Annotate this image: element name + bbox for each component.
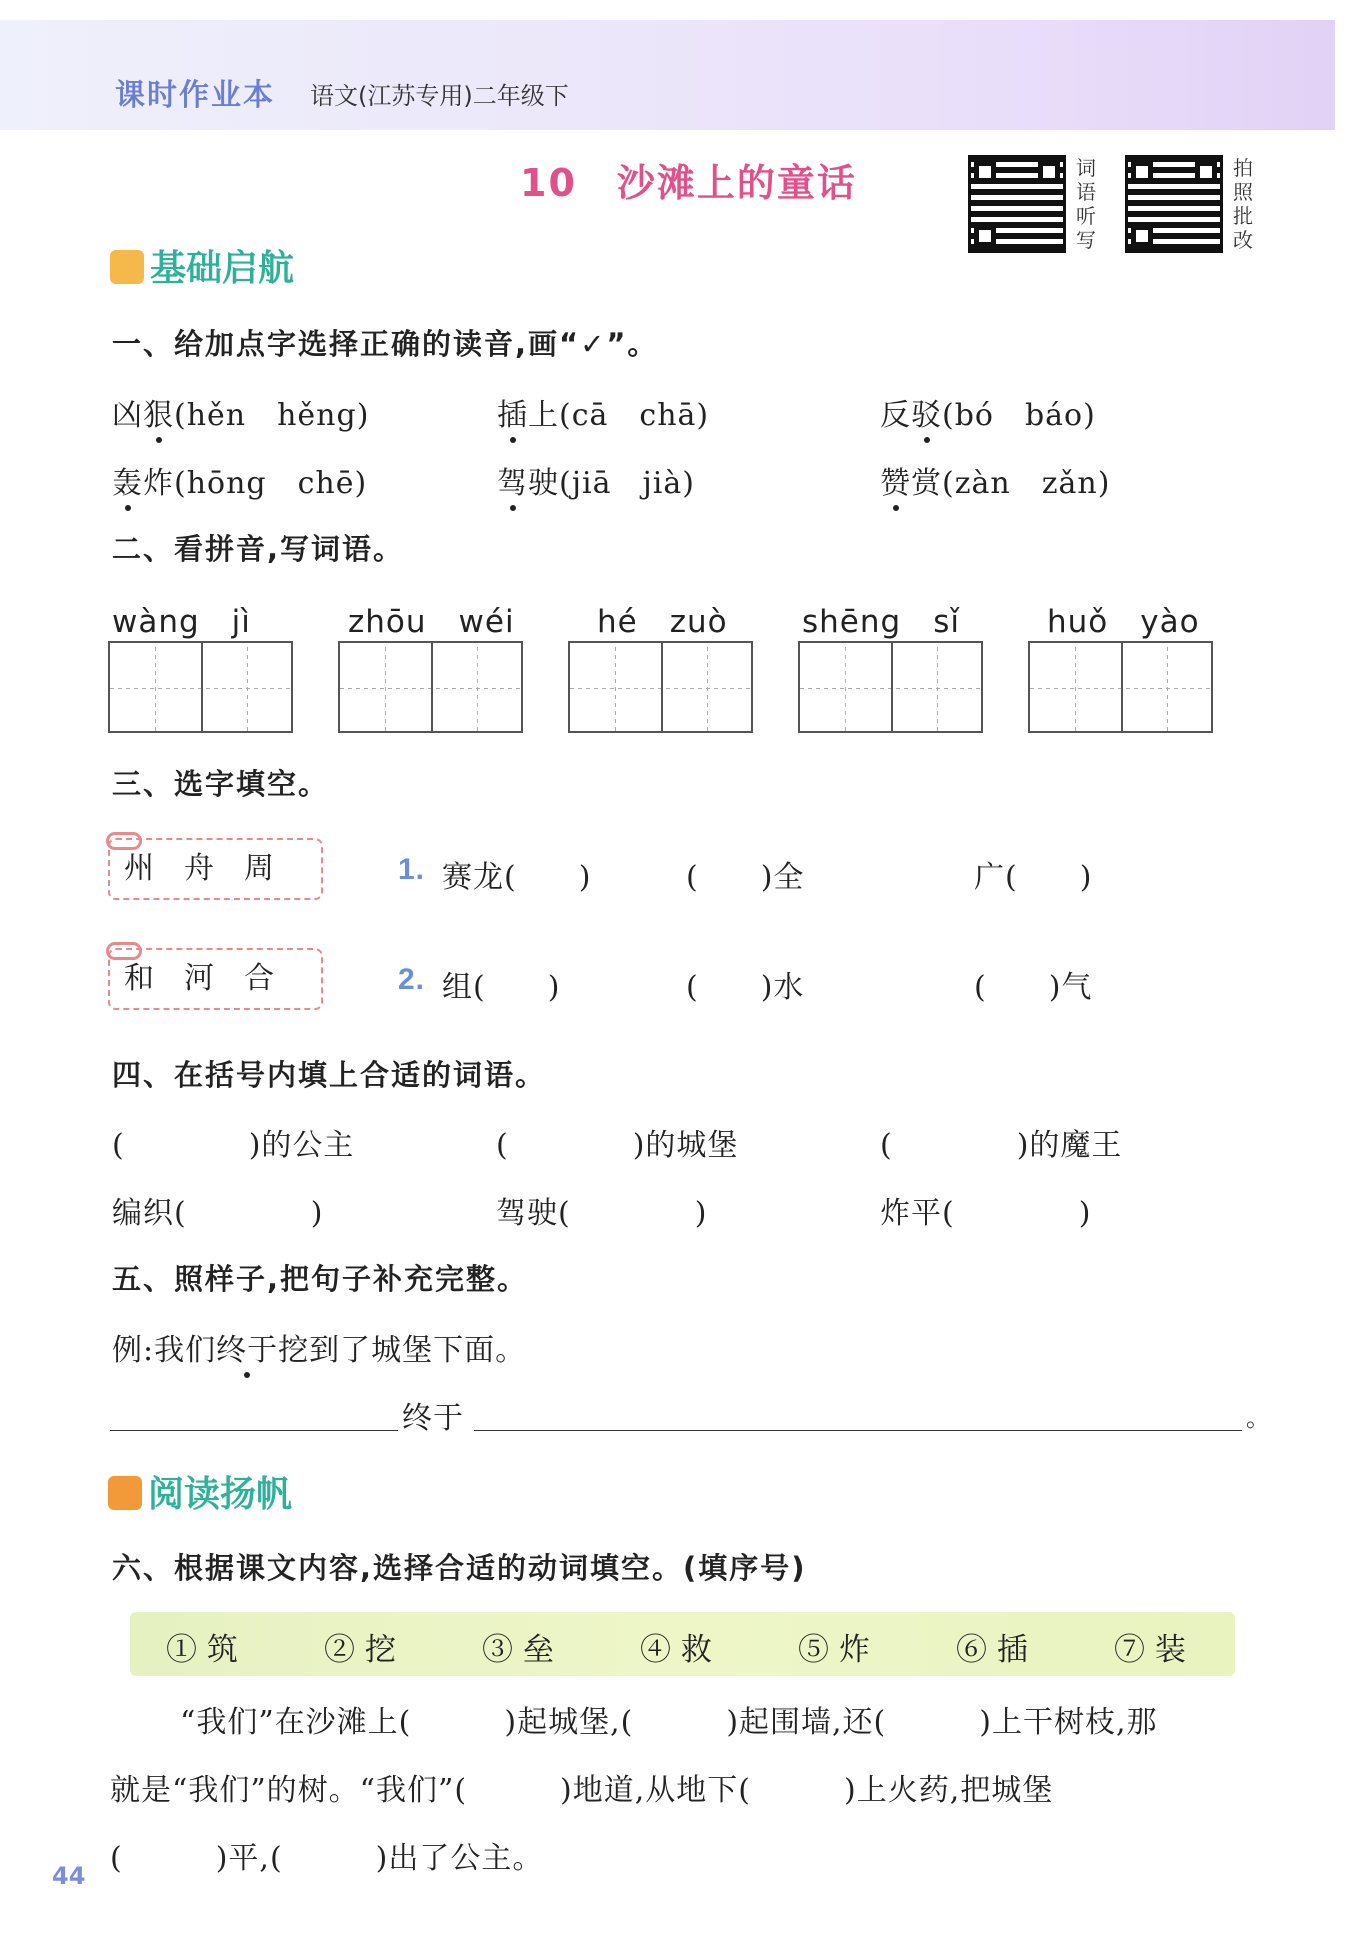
q2-pinyin: shēng sǐ [802,604,960,640]
q5-example: 例:我们终于挖到了城堡下面。 [112,1333,527,1368]
q2-pinyin: huǒ yào [1047,604,1200,640]
verb-option: ① 筑 [166,1632,238,1668]
q3-blank: 组( ) [442,970,561,1005]
section-reading: 阅读扬帆 [108,1466,292,1517]
q3-blank: 赛龙( ) [442,860,592,895]
verb-option: ④ 救 [640,1632,712,1668]
q6-paragraph-line: ( )平,( )出了公主。 [110,1841,544,1876]
lesson-title [520,152,857,207]
qr-code-dictation[interactable] [968,155,1066,253]
verb-option: ⑥ 插 [956,1632,1028,1668]
verb-options-banner [130,1612,1235,1676]
qr-label-dictation: 词 语 听 写 [1076,156,1096,252]
writing-grid[interactable] [108,641,293,733]
qr-code-photo-grading[interactable] [1125,155,1223,253]
q2-pinyin: zhōu wéi [348,604,515,640]
q4-blank: ( )的城堡 [496,1128,739,1163]
q3-blank: 广( ) [974,860,1093,895]
q5-connector: 终于 [402,1401,464,1436]
word-choice-box: 和河合 [108,948,323,1010]
lesson-name: 沙滩上的童话 [616,161,857,205]
writing-grid[interactable] [1028,641,1213,733]
verb-option: ② 挖 [324,1632,396,1668]
q2-pinyin: wàng jì [112,604,251,640]
q3-blank: ( )气 [974,970,1093,1005]
q3-blank: ( )全 [686,860,805,895]
sail-icon [108,1476,142,1510]
q1-item: 驾驶(jiā jià) [497,466,695,501]
section-basic: 基础启航 [110,240,294,291]
q3-title: 三、选字填空。 [112,767,330,801]
lesson-number: 10 [520,161,577,205]
q1-item: 轰炸(hōng chē) [112,466,368,501]
qr-label-photo-grading: 拍 照 批 改 [1233,156,1253,252]
page-number: 44 [52,1862,86,1890]
q5-title: 五、照样子,把句子补充完整。 [112,1262,529,1296]
q2-pinyin: hé zuò [597,604,728,640]
q5-period: 。 [1246,1404,1271,1432]
anchor-icon [110,250,144,284]
q3-blank: ( )水 [686,970,805,1005]
q1-item: 凶狠(hěn hěng) [112,398,370,433]
writing-grid[interactable] [798,641,983,733]
writing-grid[interactable] [568,641,753,733]
verb-option: ⑦ 装 [1114,1632,1186,1668]
book-series-title: 课时作业本 [115,78,275,113]
q4-blank: 炸平( ) [880,1196,1092,1231]
q4-blank: 驾驶( ) [496,1196,708,1231]
q6-title: 六、根据课文内容,选择合适的动词填空。(填序号) [112,1551,807,1585]
q4-blank: ( )的公主 [112,1128,355,1163]
verb-option: ⑤ 炸 [798,1632,870,1668]
q4-blank: 编织( ) [112,1196,324,1231]
q1-item: 反驳(bó báo) [880,398,1096,433]
q6-paragraph-line: “我们”在沙滩上( )起城堡,( )起围墙,还( )上干树枝,那 [180,1705,1158,1740]
q1-title: 一、给加点字选择正确的读音,画“✓”。 [112,327,659,361]
q1-item: 插上(cā chā) [497,398,710,433]
answer-line[interactable] [474,1428,1242,1431]
verb-option: ③ 垒 [482,1632,554,1668]
q6-paragraph-line: 就是“我们”的树。“我们”( )地道,从地下( )上火药,把城堡 [110,1773,1054,1808]
q2-title: 二、看拼音,写词语。 [112,532,405,566]
answer-line[interactable] [110,1428,398,1431]
word-choice-box: 州舟周 [108,838,323,900]
q4-blank: ( )的魔王 [880,1128,1123,1163]
book-subtitle: 语文(江苏专用)二年级下 [310,82,569,110]
q3-number: 2. [398,963,426,996]
q4-title: 四、在括号内填上合适的词语。 [112,1058,547,1092]
writing-grid[interactable] [338,641,523,733]
q1-item: 赞赏(zàn zǎn) [880,466,1111,501]
q3-number: 1. [398,853,426,886]
